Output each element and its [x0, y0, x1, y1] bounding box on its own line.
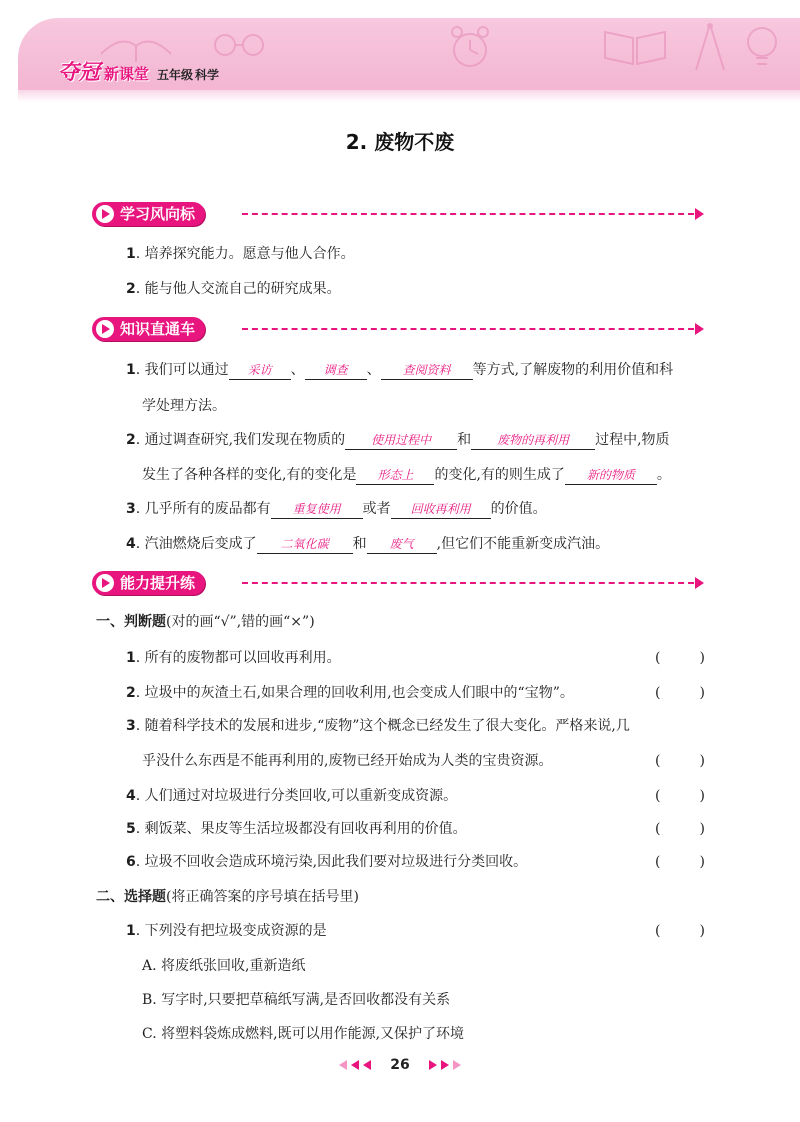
item-text: 和	[352, 536, 367, 552]
subject-label: 科学	[195, 68, 220, 82]
section-practice-header	[92, 571, 712, 595]
paren-left: (	[655, 753, 661, 769]
judge-item	[126, 648, 341, 668]
dashed-divider	[242, 328, 694, 330]
paren-left: (	[655, 685, 661, 701]
paren-right: )	[699, 650, 705, 666]
item-text: . 培养探究能力。愿意与他人合作。	[135, 246, 355, 262]
paren-right: )	[699, 821, 705, 837]
answer-blank[interactable]: 使用过程中	[345, 430, 457, 450]
section-label: 知识直通车	[120, 320, 196, 338]
item-text: ,但它们不能重新变成汽油。	[436, 536, 610, 552]
answer-blank[interactable]: 二氧化碳	[257, 534, 353, 554]
section-label: 学习风向标	[120, 205, 196, 223]
section-label-pill	[92, 202, 205, 226]
judge-heading	[96, 612, 315, 632]
answer-blank[interactable]: 回收再利用	[391, 499, 491, 519]
item-number: 1	[126, 650, 136, 666]
answer-blank[interactable]: 查阅资料	[381, 360, 473, 380]
answer-paren[interactable]	[655, 921, 705, 941]
knowledge-q1-cont: 学处理方法。	[142, 398, 226, 414]
item-number: 2	[126, 432, 136, 448]
paren-right: )	[699, 788, 705, 804]
page-number: 26	[390, 1057, 410, 1073]
separator: 、	[366, 362, 381, 378]
item-text: . 所有的废物都可以回收再利用。	[135, 650, 341, 666]
answer-blank[interactable]: 重复使用	[271, 499, 363, 519]
heading-note: (将正确答案的序号填在括号里)	[166, 889, 359, 905]
item-text: . 汽油燃烧后变成了	[135, 536, 257, 552]
item-text: 过程中,物质	[595, 432, 670, 448]
judge-item	[126, 786, 457, 806]
arrow-right-icon	[695, 323, 704, 335]
answer-blank[interactable]: 形态上	[356, 465, 434, 485]
answer-blank[interactable]: 废物的再利用	[471, 430, 595, 450]
knowledge-q2	[126, 430, 670, 450]
answer-blank[interactable]: 调查	[305, 360, 367, 380]
item-number: 5	[126, 821, 136, 837]
choice-option-a[interactable]: A. 将废纸张回收,重新造纸	[142, 958, 306, 974]
item-number: 4	[126, 788, 136, 804]
knowledge-q3	[126, 499, 547, 519]
answer-paren[interactable]	[655, 852, 705, 872]
paren-left: (	[655, 923, 661, 939]
item-number: 2	[126, 685, 136, 701]
answer-blank[interactable]: 废气	[367, 534, 437, 554]
brand-name: 夺冠	[58, 60, 100, 84]
goal-item	[126, 244, 355, 264]
item-text: 或者	[362, 501, 391, 517]
answer-paren[interactable]	[655, 786, 705, 806]
open-book-doodle-icon	[600, 24, 670, 68]
paren-left: (	[655, 650, 661, 666]
paren-right: )	[699, 685, 705, 701]
arrow-right-icon	[695, 577, 704, 589]
judge-item	[126, 852, 527, 872]
triangle-right-icon	[429, 1060, 437, 1070]
item-text: . 垃圾中的灰渣土石,如果合理的回收利用,也会变成人们眼中的“宝物”。	[135, 685, 574, 701]
paren-right: )	[699, 854, 705, 870]
heading-text: 二、选择题	[96, 889, 166, 905]
item-number: 1	[126, 362, 136, 378]
brand-logo	[58, 56, 219, 82]
item-text: . 剩饭菜、果皮等生活垃圾都没有回收再利用的价值。	[135, 821, 467, 837]
answer-paren[interactable]	[655, 819, 705, 839]
knowledge-q2-cont	[142, 465, 671, 485]
heading-text: 一、判断题	[96, 614, 166, 630]
judge-item-cont: 乎没什么东西是不能再利用的,废物已经开始成为人类的宝贵资源。	[142, 753, 553, 769]
item-number: 6	[126, 854, 136, 870]
item-number: 1	[126, 923, 136, 939]
answer-blank[interactable]: 采访	[229, 360, 291, 380]
triangle-left-icon	[363, 1060, 371, 1070]
item-text: . 下列没有把垃圾变成资源的是	[135, 923, 327, 939]
goal-item	[126, 279, 341, 299]
knowledge-q1	[126, 360, 673, 380]
brand-series: 新课堂	[104, 65, 150, 83]
paren-left: (	[655, 854, 661, 870]
lesson-title: 2. 废物不废	[345, 130, 455, 154]
item-number: 2	[126, 281, 136, 297]
bulb-doodle-icon	[742, 22, 782, 72]
header-fade	[18, 90, 800, 102]
item-text: 。	[656, 467, 671, 483]
judge-item	[126, 819, 467, 839]
item-text: . 随着科学技术的发展和进步,“废物”这个概念已经发生了很大变化。严格来说,几	[135, 718, 630, 734]
choice-heading	[96, 887, 359, 907]
page-footer	[0, 1054, 800, 1076]
knowledge-q4	[126, 534, 609, 554]
dashed-divider	[242, 582, 694, 584]
item-text: . 人们通过对垃圾进行分类回收,可以重新变成资源。	[135, 788, 458, 804]
grade-label: 五年级	[157, 68, 194, 82]
play-icon	[96, 205, 114, 223]
choice-option-b[interactable]: B. 写字时,只要把草稿纸写满,是否回收都没有关系	[142, 992, 451, 1008]
item-number: 3	[126, 501, 136, 517]
item-text: . 通过调查研究,我们发现在物质的	[135, 432, 346, 448]
alarm-clock-doodle-icon	[448, 22, 492, 72]
section-label: 能力提升练	[120, 574, 196, 592]
answer-blank[interactable]: 新的物质	[565, 465, 657, 485]
answer-paren[interactable]	[655, 683, 705, 703]
heading-note: (对的画“√”,错的画“×”)	[166, 614, 315, 630]
item-text: 的变化,有的则生成了	[434, 467, 565, 483]
item-text: 和	[457, 432, 472, 448]
play-icon	[96, 574, 114, 592]
choice-q1	[126, 921, 327, 941]
triangle-right-icon	[441, 1060, 449, 1070]
item-text: 的价值。	[490, 501, 547, 517]
item-number: 4	[126, 536, 136, 552]
paren-left: (	[655, 821, 661, 837]
judge-item	[126, 683, 574, 703]
answer-paren[interactable]	[655, 751, 705, 771]
paren-right: )	[699, 753, 705, 769]
item-text: 发生了各种各样的变化,有的变化是	[142, 467, 357, 483]
triangle-right-icon	[453, 1060, 461, 1070]
paren-right: )	[699, 923, 705, 939]
item-text: . 几乎所有的废品都有	[135, 501, 271, 517]
compass-doodle-icon	[690, 20, 730, 74]
section-goals-header	[92, 202, 712, 226]
arrow-right-icon	[695, 208, 704, 220]
judge-item	[126, 716, 630, 736]
answer-paren[interactable]	[655, 648, 705, 668]
play-icon	[96, 320, 114, 338]
triangle-left-icon	[351, 1060, 359, 1070]
item-text: . 我们可以通过	[135, 362, 229, 378]
item-text: . 垃圾不回收会造成环境污染,因此我们要对垃圾进行分类回收。	[135, 854, 528, 870]
item-number: 1	[126, 246, 136, 262]
item-number: 3	[126, 718, 136, 734]
page-header	[0, 0, 800, 108]
item-text: . 能与他人交流自己的研究成果。	[135, 281, 341, 297]
dashed-divider	[242, 213, 694, 215]
section-label-pill	[92, 317, 205, 341]
triangle-left-icon	[339, 1060, 347, 1070]
separator: 、	[290, 362, 305, 378]
section-label-pill	[92, 571, 205, 595]
choice-option-c[interactable]: C. 将塑料袋炼成燃料,既可以用作能源,又保护了环境	[142, 1026, 465, 1042]
item-text: 等方式,了解废物的利用价值和科	[472, 362, 674, 378]
section-knowledge-header	[92, 317, 712, 341]
paren-left: (	[655, 788, 661, 804]
